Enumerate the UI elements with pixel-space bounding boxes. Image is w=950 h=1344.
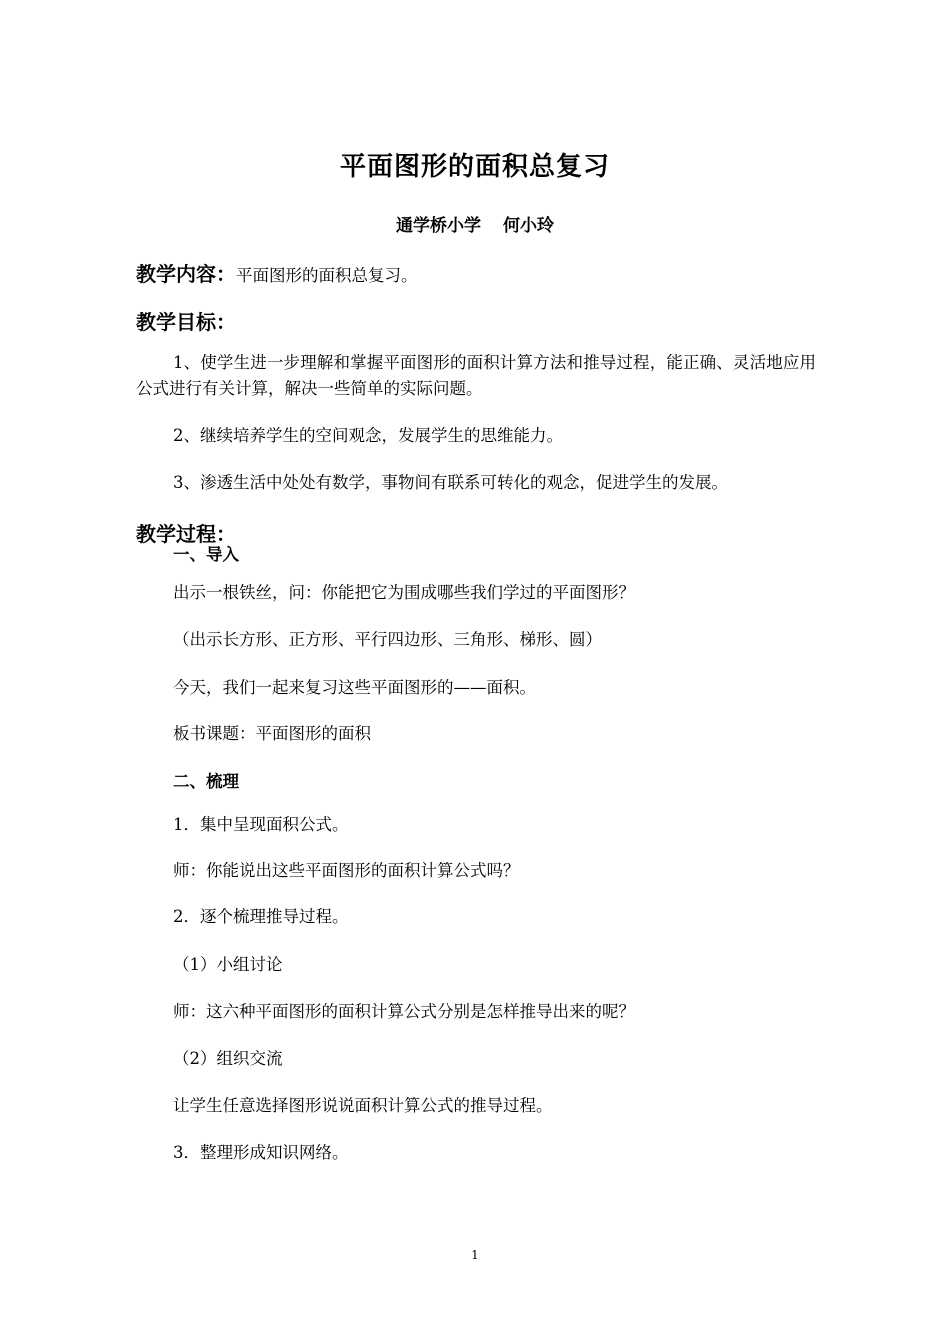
section1-line-1: 出示一根铁丝，问：你能把它为围成哪些我们学过的平面图形？ (173, 583, 635, 602)
goal-1: 1、使学生进一步理解和掌握平面图形的面积计算方法和推导过程，能正确、灵活地应用公式进行有关计算，解决一些简单的实际问题。 (136, 353, 816, 398)
section1-line-3: 今天，我们一起来复习这些平面图形的——面积。 (173, 678, 536, 697)
section2-line-7: 让学生任意选择图形说说面积计算公式的推导过程。 (173, 1096, 553, 1115)
goal-2: 2、继续培养学生的空间观念，发展学生的思维能力。 (173, 426, 563, 445)
section2-line-3: 2．逐个梳理推导过程。 (173, 907, 349, 926)
page-number: 1 (471, 1248, 479, 1262)
section1-title: 一、导入 (173, 545, 239, 564)
content-label: 教学内容： (136, 262, 236, 286)
section2-line-2: 师：你能说出这些平面图形的面积计算公式吗？ (173, 861, 520, 880)
section2-line-1: 1．集中呈现面积公式。 (173, 815, 349, 834)
author-line (0, 211, 950, 236)
section2-line-4: （1）小组讨论 (173, 955, 283, 974)
document-title: 平面图形的面积总复习 (339, 152, 610, 182)
section2-line-5: 师：这六种平面图形的面积计算公式分别是怎样推导出来的呢？ (173, 1002, 635, 1021)
process-label: 教学过程： (136, 522, 236, 546)
section1-line-4: 板书课题：平面图形的面积 (173, 724, 371, 743)
content-text: 平面图形的面积总复习。 (236, 266, 418, 285)
goals-label: 教学目标： (136, 310, 236, 334)
section2-title: 二、梳理 (173, 772, 239, 791)
section1-line-2: （出示长方形、正方形、平行四边形、三角形、梯形、圆） (173, 630, 602, 649)
author-name: 何小玲 (503, 216, 554, 236)
section2-line-6: （2）组织交流 (173, 1049, 283, 1068)
goal-3: 3、渗透生活中处处有数学，事物间有联系可转化的观念，促进学生的发展。 (173, 473, 728, 492)
section2-line-8: 3．整理形成知识网络。 (173, 1143, 349, 1162)
content-row (136, 258, 418, 289)
author-school: 通学桥小学 (396, 216, 481, 236)
